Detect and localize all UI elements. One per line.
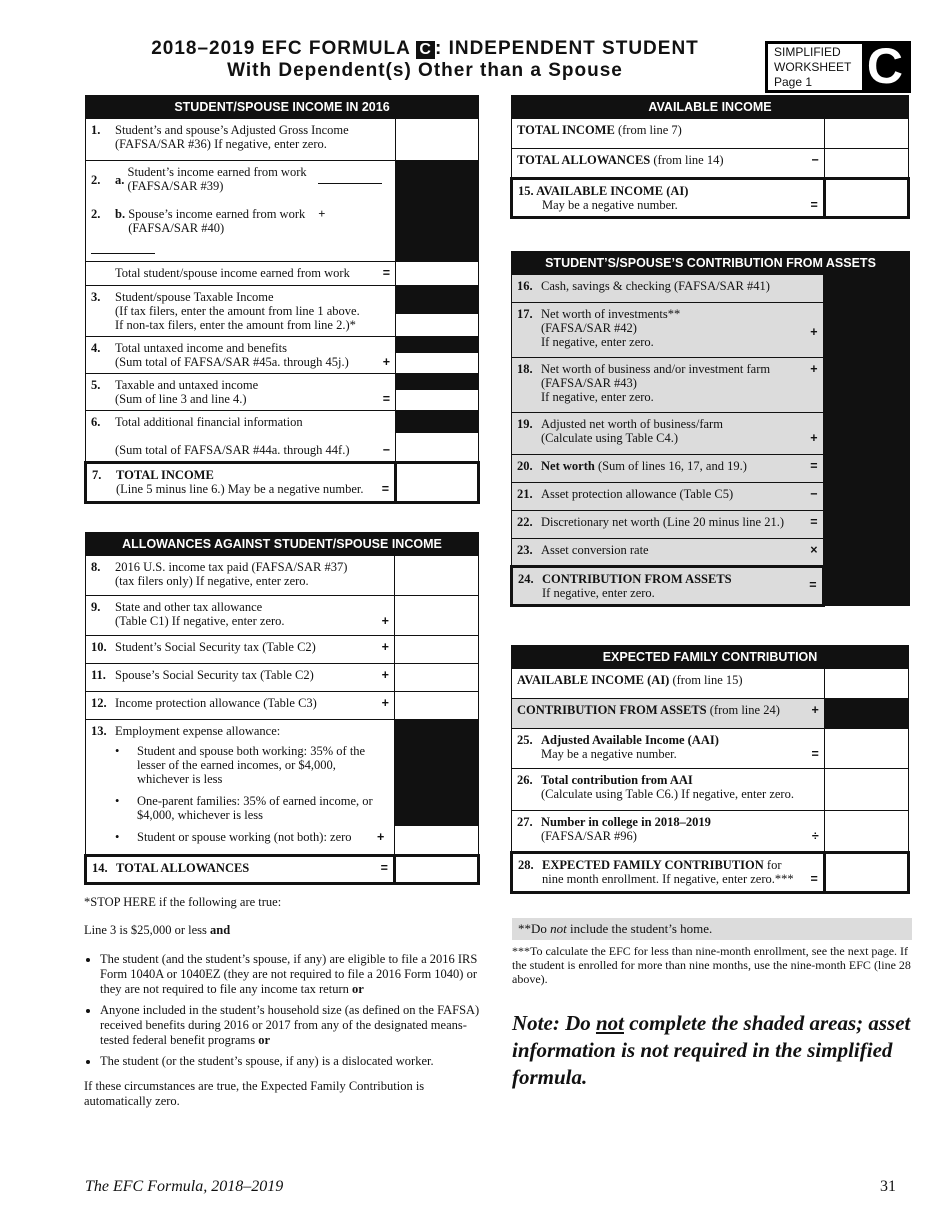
allowances-table-header: ALLOWANCES AGAINST STUDENT/SPOUSE INCOME — [86, 533, 479, 556]
simplified-note: Note: Do not complete the shaded areas; asset information is not required in the simplified formula. — [512, 1011, 911, 1089]
ai-total-allowances: TOTAL ALLOWANCES (from line 14) − — [512, 149, 825, 179]
line-14: 14. TOTAL ALLOWANCES = — [86, 856, 395, 884]
line-1: 1. Student’s and spouse’s Adjusted Gross Income (FAFSA/SAR #36) If negative, enter zero. — [86, 119, 396, 161]
line-9-amount[interactable] — [394, 596, 478, 636]
line-15: 15. AVAILABLE INCOME (AI) May be a negative number. = — [512, 179, 825, 218]
income-table-header: STUDENT/SPOUSE INCOME IN 2016 — [86, 96, 479, 119]
line-13: 13. Employment expense allowance: • Student and spouse both working: 35% of the lesser of the earned incomes, or $4,000, whichever is less • One-parent families: 35% of earned income, or $4,000, whichever is less • Student or spouse working (not both): zero + — [86, 720, 395, 856]
line-14-amount[interactable] — [394, 856, 478, 884]
line-4: 4. Total untaxed income and benefits (Sum total of FAFSA/SAR #45a. through 45j.) + — [86, 336, 396, 373]
stop-condition-2: • Anyone included in the student’s household size (as defined on the FAFSA) received benefits during 2016 or 2017 from any of the designated means-tested federal benefit programs or — [100, 1003, 480, 1048]
efc-contribution-from-assets: CONTRIBUTION FROM ASSETS (from line 24) + — [512, 699, 825, 729]
income-table — [84, 95, 480, 504]
line-20: 20. Net worth (Sum of lines 16, 17, and 19.) = — [512, 455, 824, 483]
line-24: 24. CONTRIBUTION FROM ASSETS = If negative, enter zero. — [512, 567, 824, 606]
page-subtitle: With Dependent(s) Other than a Spouse — [227, 60, 623, 81]
line-7: 7. TOTAL INCOME (Line 5 minus line 6.) May be a negative number. = — [86, 462, 396, 502]
line-3: 3. Student/spouse Taxable Income (If tax filers, enter the amount from line 1 above. If non-tax filers, enter the amount from line 2.)* — [86, 285, 396, 336]
assets-table — [510, 251, 910, 607]
line-13-amount[interactable] — [395, 826, 478, 854]
line-5-amount[interactable] — [396, 390, 478, 410]
line-12-amount[interactable] — [394, 692, 478, 720]
efc-available-income-amount[interactable] — [824, 669, 908, 699]
efc-table-header: EXPECTED FAMILY CONTRIBUTION — [512, 646, 909, 669]
page-title: 2018–2019 EFC FORMULA C : INDEPENDENT STUDENT With Dependent(s) Other than a Spouse — [90, 38, 760, 82]
available-income-header: AVAILABLE INCOME — [512, 96, 909, 119]
line-25-amount[interactable] — [824, 729, 908, 769]
footnote-home: **Do not include the student’s home. — [512, 918, 912, 940]
line-6-amount[interactable] — [396, 433, 478, 455]
line-11-amount[interactable] — [394, 664, 478, 692]
worksheet-letter: C — [866, 38, 903, 94]
line-22: 22. Discretionary net worth (Line 20 minus line 21.) = — [512, 511, 824, 539]
line-19: 19. Adjusted net worth of business/farm (Calculate using Table C4.) + — [512, 413, 824, 455]
line-21: 21. Asset protection allowance (Table C5) − — [512, 483, 824, 511]
line-15-amount[interactable] — [824, 179, 908, 218]
line-28: 28. EXPECTED FAMILY CONTRIBUTION for nine month enrollment. If negative, enter zero.*** = — [512, 853, 825, 893]
line-10: 10. Student’s Social Security tax (Table C2) + — [86, 636, 395, 664]
efc-table — [510, 645, 910, 894]
line-2-total: Total student/spouse income earned from work = — [86, 261, 396, 285]
line-2b: 2. b. Spouse’s income earned from work (FAFSA/SAR #40)+ — [86, 203, 396, 262]
line-8: 8. 2016 U.S. income tax paid (FAFSA/SAR #37) (tax filers only) If negative, enter zero. — [86, 556, 395, 596]
line-23: 23. Asset conversion rate × — [512, 539, 824, 567]
formula-letter-badge: C — [416, 41, 435, 59]
line-7-amount[interactable] — [396, 462, 479, 502]
footnote-enrollment: ***To calculate the EFC for less than nine-month enrollment, see the next page. If the student is enrolled for more than nine months, use the nine-month EFC (line 28 above). — [512, 944, 911, 986]
line-25: 25. Adjusted Available Income (AAI) May be a negative number. = — [512, 729, 825, 769]
line-28-amount[interactable] — [824, 853, 908, 893]
ai-total-income-amount[interactable] — [824, 119, 908, 149]
footer-title: The EFC Formula, 2018–2019 — [85, 1178, 284, 1195]
line-18: 18. Net worth of business and/or investment farm + (FAFSA/SAR #43) If negative, enter zero. — [512, 358, 824, 413]
line-2a-amount[interactable] — [318, 165, 382, 184]
line-11: 11. Spouse’s Social Security tax (Table C2) + — [86, 664, 395, 692]
line-6: 6. Total additional financial information (Sum total of FAFSA/SAR #44a. through 44f.) − — [86, 410, 396, 462]
ai-total-allowances-amount[interactable] — [824, 149, 908, 179]
ai-total-income: TOTAL INCOME (from line 7) — [512, 119, 825, 149]
worksheet-badge: SIMPLIFIED WORKSHEET Page 1 C — [765, 41, 911, 93]
line-2b-amount[interactable] — [91, 235, 155, 254]
line-8-amount[interactable] — [394, 556, 478, 596]
allowances-table — [84, 532, 480, 885]
line-2a: 2. a. Student’s income earned from work (FAFSA/SAR #39) — [86, 161, 396, 203]
line-27-amount[interactable] — [824, 811, 908, 853]
line-12: 12. Income protection allowance (Table C3) + — [86, 692, 395, 720]
stop-notes: *STOP HERE if the following are true: Line 3 is $25,000 or less and • The student (and the student’s spouse, if any) are eligible to file a 2016 IRS Form 1040A or 1040EZ (they are not required to file a 2016 Form 1040) or they are not required to file any income tax return or • Anyone included in the student’s household size (as defined on the FAFSA) received benefits during 2016 or 2017 from any of the designated means-tested federal benefit programs or • The student (or the student’s spouse, if any) is a dislocated worker. If these circumstances are true, the Expected Family Contribution is automatically zero. — [84, 895, 480, 1109]
line-26: 26. Total contribution from AAI (Calculate using Table C6.) If negative, enter zero. — [512, 769, 825, 811]
line-16: 16. Cash, savings & checking (FAFSA/SAR #41) — [512, 275, 824, 303]
page-number: 31 — [880, 1178, 896, 1195]
line-3-amount[interactable] — [396, 314, 478, 334]
efc-available-income: AVAILABLE INCOME (AI) (from line 15) — [512, 669, 825, 699]
stop-condition-1: • The student (and the student’s spouse, if any) are eligible to file a 2016 IRS Form 1040A or 1040EZ (they are not required to file a 2016 Form 1040) or they are not required to file any income tax return or — [100, 952, 480, 997]
line-27: 27. Number in college in 2018–2019 (FAFSA/SAR #96) ÷ — [512, 811, 825, 853]
line-17: 17. Net worth of investments** (FAFSA/SAR #42) + If negative, enter zero. — [512, 303, 824, 358]
line-26-amount[interactable] — [824, 769, 908, 811]
available-income-table — [510, 95, 910, 219]
line-10-amount[interactable] — [394, 636, 478, 664]
line-4-amount[interactable] — [396, 353, 478, 373]
stop-condition-3: • The student (or the student’s spouse, if any) is a dislocated worker. — [100, 1054, 480, 1069]
assets-table-header: STUDENT’S/SPOUSE’S CONTRIBUTION FROM ASSETS — [512, 252, 910, 275]
line-5: 5. Taxable and untaxed income (Sum of line 3 and line 4.) = — [86, 373, 396, 410]
line-2-total-amount[interactable] — [396, 261, 479, 285]
line-1-amount[interactable] — [396, 119, 479, 161]
line-9: 9. State and other tax allowance (Table C1) If negative, enter zero. + — [86, 596, 395, 636]
